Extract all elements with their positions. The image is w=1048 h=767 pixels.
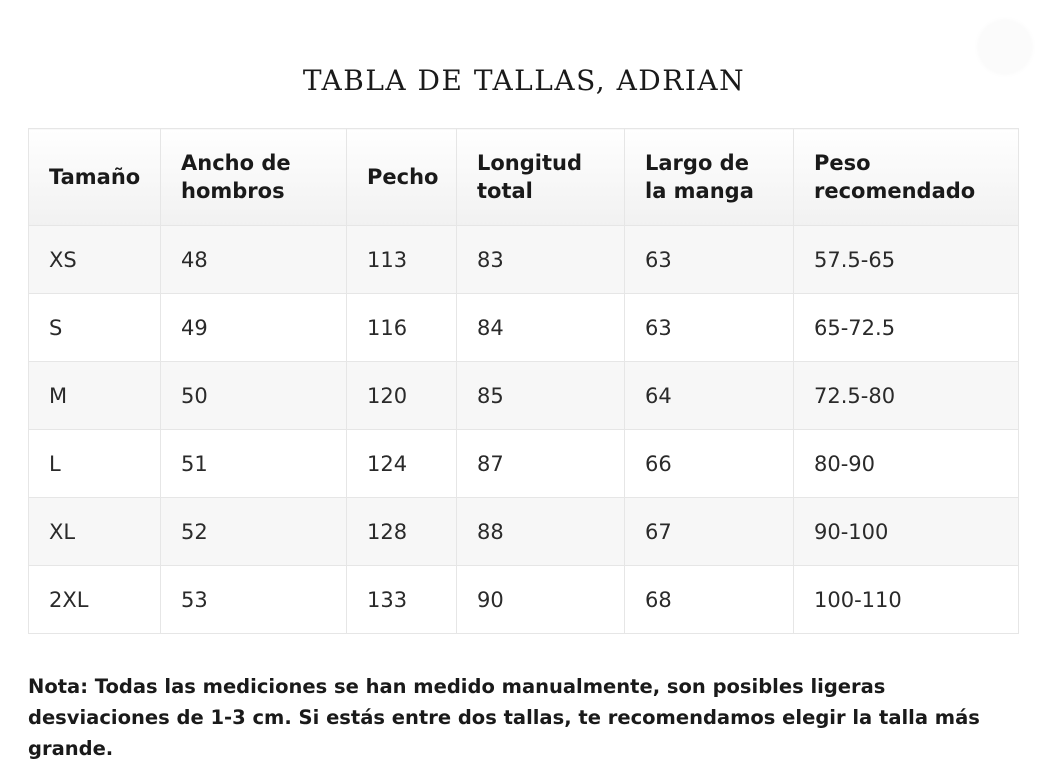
cell-recommended-weight: 65-72.5 xyxy=(794,294,1019,362)
table-row xyxy=(29,294,1019,362)
cell-sleeve-length: 63 xyxy=(625,294,794,362)
cell-sleeve-length: 68 xyxy=(625,566,794,634)
header-chest: Pecho xyxy=(347,129,457,226)
cell-chest: 120 xyxy=(347,362,457,430)
cell-chest: 124 xyxy=(347,430,457,498)
cell-chest: 133 xyxy=(347,566,457,634)
cell-size: M xyxy=(29,362,161,430)
header-recommended-weight: Peso recomendado xyxy=(794,129,1019,226)
table-row xyxy=(29,362,1019,430)
cell-size: S xyxy=(29,294,161,362)
cell-chest: 113 xyxy=(347,226,457,294)
size-note: Nota: Todas las mediciones se han medido manualmente, son posibles ligeras desviaciones de 1-3 cm. Si estás entre dos tallas, te recomendamos elegir la talla más grande. xyxy=(28,675,980,760)
cell-sleeve-length: 67 xyxy=(625,498,794,566)
size-table xyxy=(28,128,1019,634)
cell-sleeve-length: 64 xyxy=(625,362,794,430)
header-size: Tamaño xyxy=(29,129,161,226)
cell-chest: 128 xyxy=(347,498,457,566)
cell-recommended-weight: 57.5-65 xyxy=(794,226,1019,294)
page-title: TABLA DE TALLAS, ADRIAN xyxy=(302,64,746,97)
cell-sleeve-length: 66 xyxy=(625,430,794,498)
cell-recommended-weight: 90-100 xyxy=(794,498,1019,566)
header-sleeve-length: Largo de la manga xyxy=(625,129,794,226)
cell-shoulder-width: 50 xyxy=(161,362,347,430)
cell-shoulder-width: 52 xyxy=(161,498,347,566)
cell-shoulder-width: 49 xyxy=(161,294,347,362)
table-row xyxy=(29,226,1019,294)
size-table-container xyxy=(28,128,1018,634)
cell-total-length: 87 xyxy=(457,430,625,498)
cell-size: L xyxy=(29,430,161,498)
table-row xyxy=(29,566,1019,634)
cell-size: XS xyxy=(29,226,161,294)
cell-total-length: 85 xyxy=(457,362,625,430)
cell-total-length: 84 xyxy=(457,294,625,362)
cell-size: XL xyxy=(29,498,161,566)
cell-size: 2XL xyxy=(29,566,161,634)
cell-recommended-weight: 80-90 xyxy=(794,430,1019,498)
header-shoulder-width: Ancho de hombros xyxy=(161,129,347,226)
header-total-length: Longitud total xyxy=(457,129,625,226)
cell-recommended-weight: 100-110 xyxy=(794,566,1019,634)
table-row xyxy=(29,498,1019,566)
table-header-row xyxy=(29,129,1019,226)
cell-chest: 116 xyxy=(347,294,457,362)
cell-shoulder-width: 53 xyxy=(161,566,347,634)
cell-shoulder-width: 48 xyxy=(161,226,347,294)
cell-total-length: 83 xyxy=(457,226,625,294)
cell-total-length: 90 xyxy=(457,566,625,634)
cell-total-length: 88 xyxy=(457,498,625,566)
cell-recommended-weight: 72.5-80 xyxy=(794,362,1019,430)
table-row xyxy=(29,430,1019,498)
cell-sleeve-length: 63 xyxy=(625,226,794,294)
cell-shoulder-width: 51 xyxy=(161,430,347,498)
